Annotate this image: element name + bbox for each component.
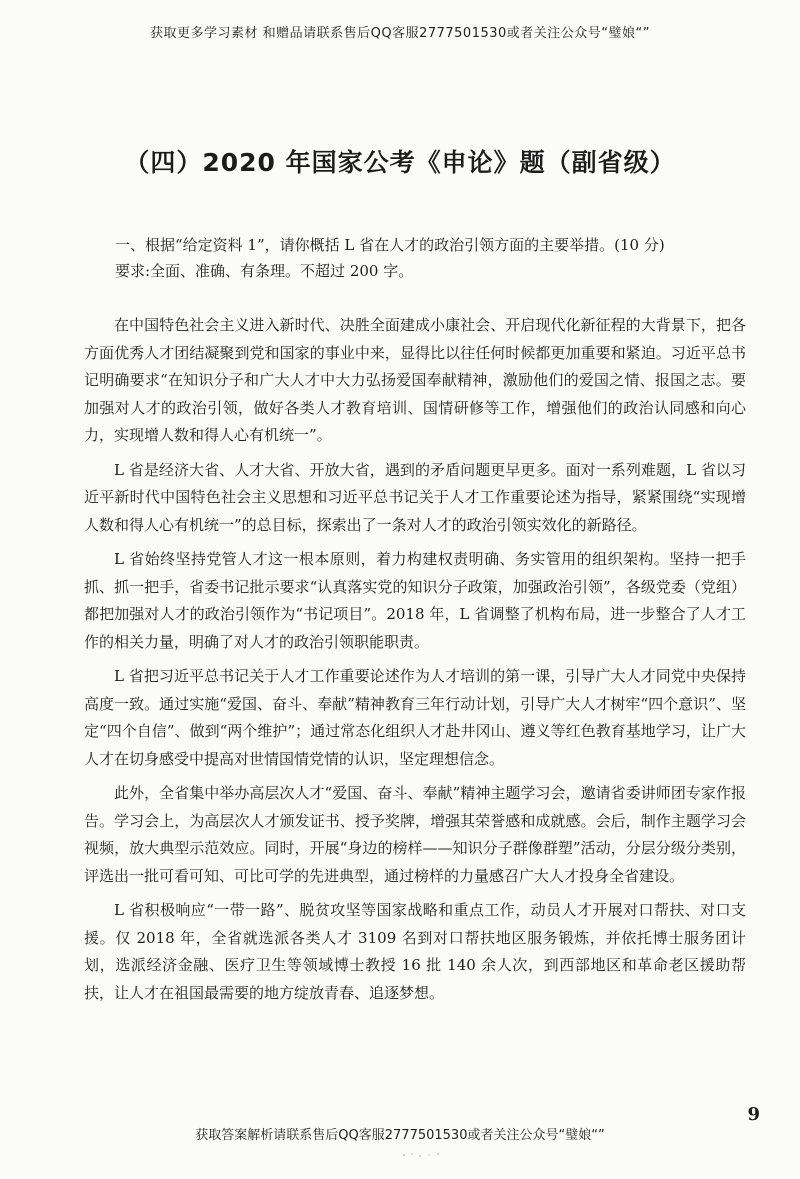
- question-block: [89, 232, 749, 284]
- paragraph: L 省始终坚持党管人才这一根本原则，着力构建权责明确、务实管用的组织架构。坚持一把手抓、抓一把手，省委书记批示要求“认真落实党的知识分子政策，加强政治引领”，各级党委（党组）都把加强对人才的政治引领作为“书记项目”。2018 年，L 省调整了机构布局，进一步整合了人才工作的相关力量，明确了对人才的政治引领职能职责。: [84, 550, 746, 651]
- header-promo-note: 获取更多学习素材 和赠品请联系售后QQ客服2777501530或者关注公众号“璧娘“”: [149, 26, 650, 41]
- question-requirements: 要求:全面、准确、有条理。不超过 200 字。: [115, 262, 414, 280]
- page-title: （四）2020 年国家公考《申论》题（副省级）: [124, 148, 676, 177]
- page-number: 9: [747, 1104, 760, 1125]
- footer-promo-note: 获取答案解析请联系售后QQ客服2777501530或者关注公众号“璧娘“”: [195, 1128, 605, 1143]
- paragraph: L 省是经济大省、人才大省、开放大省，遇到的矛盾问题更早更多。面对一系列难题，L 省以习近平新时代中国特色社会主义思想和习近平总书记关于人才工作重要论述为指导，紧紧围绕“实现增人数和得人心有机统一”的总目标，探索出了一条对人才的政治引领实效化的新路径。: [84, 460, 746, 534]
- paragraph: 此外，全省集中举办高层次人才“爱国、奋斗、奉献”精神主题学习会，邀请省委讲师团专家作报告。学习会上，为高层次人才颁发证书、授予奖牌，增强其荣誉感和成就感。会后，制作主题学习会视频，放大典型示范效应。同时，开展“身边的榜样——知识分子群像群塑”活动，分层分级分类别，评选出一批可看可知、可比可学的先进典型，通过榜样的力量感召广大人才投身全省建设。: [84, 784, 746, 885]
- paragraph: L 省积极响应“一带一路”、脱贫攻坚等国家战略和重点工作，动员人才开展对口帮扶、对口支援。仅 2018 年，全省就选派各类人才 3109 名到对口帮扶地区服务锻炼，并依托博士服务团计划，选派经济金融、医疗卫生等领域博士教授 16 批 140 余人次，到西部地区和革命老区援助帮扶，让人才在祖国最需要的地方绽放青春、追逐梦想。: [84, 901, 746, 1002]
- paragraph: 在中国特色社会主义进入新时代、决胜全面建成小康社会、开启现代化新征程的大背景下，把各方面优秀人才团结凝聚到党和国家的事业中来，显得比以往任何时候都更加重要和紧迫。习近平总书记明确要求“在知识分子和广大人才中大力弘扬爱国奉献精神，激励他们的爱国之情、报国之志。要加强对人才的政治引领，做好各类人才教育培训、国情研修等工作，增强他们的政治认同感和向心力，实现增人数和得人心有机统一”。: [84, 316, 746, 444]
- question-prompt: 一、根据“给定资料 1”，请你概括 L 省在人才的政治引领方面的主要举措。(10 分): [115, 236, 665, 254]
- paragraph: L 省把习近平总书记关于人才工作重要论述作为人才培训的第一课，引导广大人才同党中央保持高度一致。通过实施“爱国、奋斗、奉献”精神教育三年行动计划，引导广大人才树牢“四个意识”、坚定“四个自信”、做到“两个维护”；通过常态化组织人才赴井冈山、遵义等红色教育基地学习，让广大人才在切身感受中提高对世情国情党情的认识，坚定理想信念。: [84, 667, 746, 768]
- scan-noise: [398, 1150, 458, 1160]
- material-body: [84, 312, 746, 1014]
